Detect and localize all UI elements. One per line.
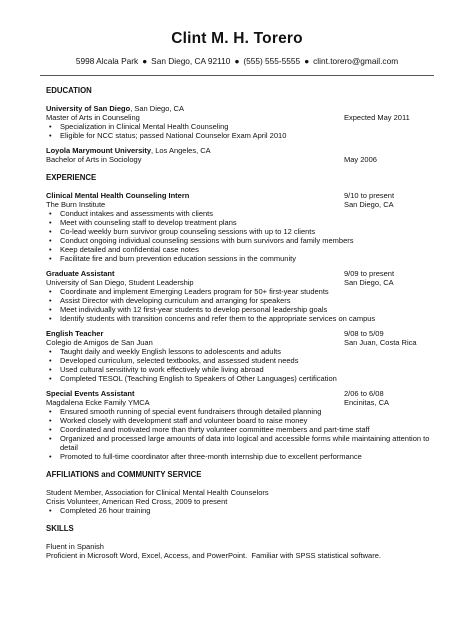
separator-dot: ●: [234, 56, 240, 66]
list-item: • Meet individually with 12 first-year students to develop personal leadership goals: [46, 305, 430, 314]
list-item: • Meet with counseling staff to develop treatment plans: [46, 218, 430, 227]
list-item: • Eligible for NCC status; passed National Counselor Exam April 2010: [46, 131, 430, 140]
bullet-list: [46, 287, 430, 323]
job-title: Graduate Assistant: [46, 269, 115, 278]
section-heading-skills: SKILLS: [46, 524, 74, 533]
list-item: • Taught daily and weekly English lessons to adolescents and adults: [46, 347, 430, 356]
list-item: • Specialization in Clinical Mental Health Counseling: [46, 122, 430, 131]
separator-dot: ●: [304, 56, 310, 66]
list-item: • Worked closely with development staff and volunteer board to raise money: [46, 416, 430, 425]
job-org: University of San Diego, Student Leadership: [46, 278, 194, 287]
job-place: San Diego, CA: [344, 278, 394, 287]
education-entry: [46, 146, 430, 164]
degree-date: May 2006: [344, 155, 377, 164]
job-entry: [46, 191, 430, 263]
list-item: • Used cultural sensitivity to work effectively while living abroad: [46, 365, 430, 374]
list-item: • Identify students with transition concerns and refer them to the appropriate services on campus: [46, 314, 430, 323]
list-item: • Developed curriculum, selected textbooks, and assessed student needs: [46, 356, 430, 365]
list-item: • Completed TESOL (Teaching English to Speakers of Other Languages) certification: [46, 374, 430, 383]
job-place: San Diego, CA: [344, 200, 394, 209]
degree: Master of Arts in Counseling: [46, 113, 140, 122]
skill-line: Fluent in Spanish: [46, 542, 104, 551]
affiliation-line: Student Member, Association for Clinical Mental Health Counselors: [46, 488, 269, 497]
school-name: University of San Diego: [46, 104, 131, 113]
list-item: • Promoted to full-time coordinator after three-month internship due to excellent performance: [46, 452, 430, 461]
affiliation-line: Crisis Volunteer, American Red Cross, 2009 to present: [46, 497, 228, 506]
list-item: • Coordinate and implement Emerging Leaders program for 50+ first-year students: [46, 287, 430, 296]
school-name: Loyola Marymount University: [46, 146, 152, 155]
job-date: 2/06 to 6/08: [344, 389, 384, 398]
job-title: English Teacher: [46, 329, 104, 338]
list-item: • Co-lead weekly burn survivor group counseling sessions with up to 12 clients: [46, 227, 430, 236]
header-divider: [40, 75, 434, 76]
school-location: , Los Angeles, CA: [151, 146, 211, 155]
section-heading-affiliations: AFFILIATIONS and COMMUNITY SERVICE: [46, 470, 202, 479]
list-item: • Assist Director with developing curriculum and arranging for speakers: [46, 296, 430, 305]
bullet-list: [46, 407, 430, 461]
list-item: • Keep detailed and confidential case notes: [46, 245, 430, 254]
bullet-list: [46, 122, 430, 140]
bullet-list: [46, 209, 430, 263]
address: 5998 Alcala Park: [75, 56, 139, 66]
school-location: , San Diego, CA: [130, 104, 184, 113]
job-entry: [46, 389, 430, 461]
job-place: Encinitas, CA: [344, 398, 390, 407]
job-title: Special Events Assistant: [46, 389, 135, 398]
list-item: • Facilitate fire and burn prevention education sessions in the community: [46, 254, 430, 263]
section-heading-experience: EXPERIENCE: [46, 173, 97, 182]
job-entry: [46, 329, 430, 383]
list-item: • Completed 26 hour training: [46, 506, 430, 515]
section-heading-education: EDUCATION: [46, 86, 92, 95]
job-date: 9/10 to present: [344, 191, 395, 200]
separator-dot: ●: [142, 56, 148, 66]
list-item: • Conduct intakes and assessments with clients: [46, 209, 430, 218]
phone: (555) 555-5555: [243, 56, 301, 66]
degree: Bachelor of Arts in Sociology: [46, 155, 142, 164]
job-place: San Juan, Costa Rica: [344, 338, 417, 347]
list-item: • Conduct ongoing individual counseling sessions with burn survivors and family members: [46, 236, 430, 245]
degree-date: Expected May 2011: [344, 113, 410, 122]
job-org: Colegio de Amigos de San Juan: [46, 338, 153, 347]
job-date: 9/08 to 5/09: [344, 329, 384, 338]
bullet-list: [46, 506, 430, 515]
contact-line: [0, 56, 474, 66]
education-entry: [46, 104, 430, 140]
applicant-name: Clint M. H. Torero: [171, 30, 303, 47]
job-date: 9/09 to present: [344, 269, 395, 278]
job-org: Magdalena Ecke Family YMCA: [46, 398, 150, 407]
resume-body: [46, 86, 430, 560]
job-entry: [46, 269, 430, 323]
email: clint.torero@gmail.com: [313, 56, 399, 66]
list-item: • Coordinated and motivated more than thirty volunteer committee members and part-time staff: [46, 425, 430, 434]
job-title: Clinical Mental Health Counseling Intern: [46, 191, 190, 200]
bullet-list: [46, 347, 430, 383]
list-item: • Organized and processed large amounts of data into logical and accessible forms while maintaining attention to detail: [46, 434, 430, 452]
list-item: • Ensured smooth running of special event fundraisers through detailed planning: [46, 407, 430, 416]
city: San Diego, CA 92110: [151, 56, 231, 66]
skill-line: Proficient in Microsoft Word, Excel, Access, and PowerPoint. Familiar with SPSS statistical software.: [46, 551, 381, 560]
job-org: The Burn Institute: [46, 200, 106, 209]
